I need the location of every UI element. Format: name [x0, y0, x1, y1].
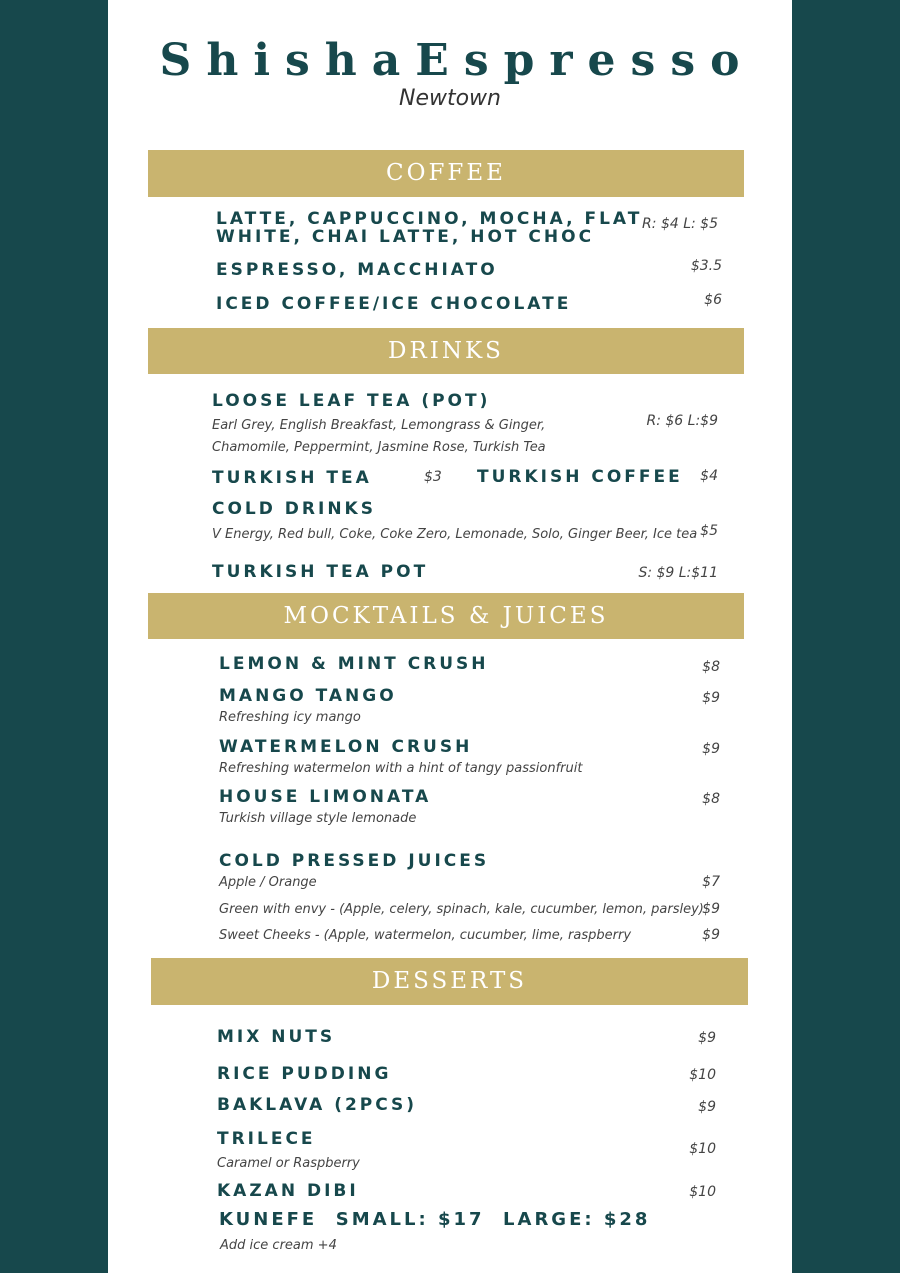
item-price: $9	[698, 1030, 716, 1046]
item-price: $10	[689, 1184, 716, 1200]
item-price: $7	[702, 874, 720, 890]
menu-item-loose-leaf-tea: LOOSE LEAF TEA (POT)	[212, 391, 491, 411]
section-header-drinks	[148, 328, 744, 374]
item-description: Chamomile, Peppermint, Jasmine Rose, Turkish Tea	[212, 440, 546, 455]
menu-item-latte	[216, 210, 642, 246]
section-title: DRINKS	[388, 338, 504, 364]
section-header-coffee	[148, 150, 744, 197]
item-price: R: $4 L: $5	[642, 216, 718, 232]
item-price: R: $6 L:$9	[646, 413, 718, 429]
section-title: DESSERTS	[371, 968, 528, 994]
item-description: Caramel or Raspberry	[217, 1156, 360, 1171]
menu-item-cold-pressed-juices: COLD PRESSED JUICES	[219, 851, 490, 871]
menu-item-mix-nuts: MIX NUTS	[217, 1027, 336, 1047]
item-name-line1: LATTE, CAPPUCCINO, MOCHA, FLAT	[216, 209, 643, 229]
menu-item-kunefe: KUNEFE SMALL: $17 LARGE: $28	[219, 1209, 651, 1230]
menu-page	[108, 0, 792, 1273]
item-description: Earl Grey, English Breakfast, Lemongrass & Ginger,	[212, 418, 546, 433]
location-subtitle: Newtown	[398, 86, 501, 111]
juice-option: Green with envy - (Apple, celery, spinach, kale, cucumber, lemon, parsley)	[219, 902, 704, 917]
menu-item-iced-coffee: ICED COFFEE/ICE CHOCOLATE	[216, 294, 572, 314]
menu-item-baklava: BAKLAVA (2PCS)	[217, 1095, 418, 1115]
item-price: $9	[702, 927, 720, 943]
menu-item-trilece: TRILECE	[217, 1129, 316, 1149]
item-description: Turkish village style lemonade	[219, 811, 417, 826]
item-price: $3	[424, 469, 442, 485]
item-price: $6	[704, 292, 722, 308]
item-price: $3.5	[690, 258, 722, 274]
item-description: Refreshing icy mango	[219, 710, 361, 725]
item-price: $8	[702, 659, 720, 675]
menu-item-watermelon-crush: WATERMELON CRUSH	[219, 737, 473, 757]
menu-item-turkish-tea-pot: TURKISH TEA POT	[212, 562, 429, 582]
cafe-title: ShishaEspresso	[159, 35, 755, 86]
item-price: $4	[700, 468, 718, 484]
item-price: $10	[689, 1141, 716, 1157]
item-price: $9	[702, 901, 720, 917]
item-name-line2: WHITE, CHAI LATTE, HOT CHOC	[216, 227, 595, 247]
item-price: $9	[702, 690, 720, 706]
menu-item-turkish-tea: TURKISH TEA	[212, 468, 372, 488]
section-title: MOCKTAILS & JUICES	[283, 603, 609, 629]
item-description: V Energy, Red bull, Coke, Coke Zero, Lemonade, Solo, Ginger Beer, Ice tea	[212, 527, 698, 542]
menu-item-cold-drinks: COLD DRINKS	[212, 499, 376, 519]
item-price: $10	[689, 1067, 716, 1083]
item-price: $5	[700, 523, 718, 539]
juice-option: Sweet Cheeks - (Apple, watermelon, cucumber, lime, raspberry	[219, 928, 632, 943]
menu-item-turkish-coffee: TURKISH COFFEE	[477, 467, 683, 487]
menu-item-espresso: ESPRESSO, MACCHIATO	[216, 260, 498, 280]
item-price: $9	[702, 741, 720, 757]
section-header-mocktails	[148, 593, 744, 639]
left-panel	[0, 0, 108, 1273]
item-description: Add ice cream +4	[220, 1238, 337, 1253]
item-price: $8	[702, 791, 720, 807]
right-panel	[792, 0, 900, 1273]
item-price: S: $9 L:$11	[638, 565, 718, 581]
menu-item-house-limonata: HOUSE LIMONATA	[219, 787, 432, 807]
menu-item-lemon-mint-crush: LEMON & MINT CRUSH	[219, 654, 489, 674]
juice-option: Apple / Orange	[219, 875, 317, 890]
section-title: COFFEE	[386, 160, 506, 186]
section-header-desserts	[151, 958, 748, 1005]
item-description: Refreshing watermelon with a hint of tangy passionfruit	[219, 761, 583, 776]
menu-item-mango-tango: MANGO TANGO	[219, 686, 397, 706]
menu-item-kazan-dibi: KAZAN DIBI	[217, 1181, 359, 1201]
item-price: $9	[698, 1099, 716, 1115]
menu-item-rice-pudding: RICE PUDDING	[217, 1064, 392, 1084]
